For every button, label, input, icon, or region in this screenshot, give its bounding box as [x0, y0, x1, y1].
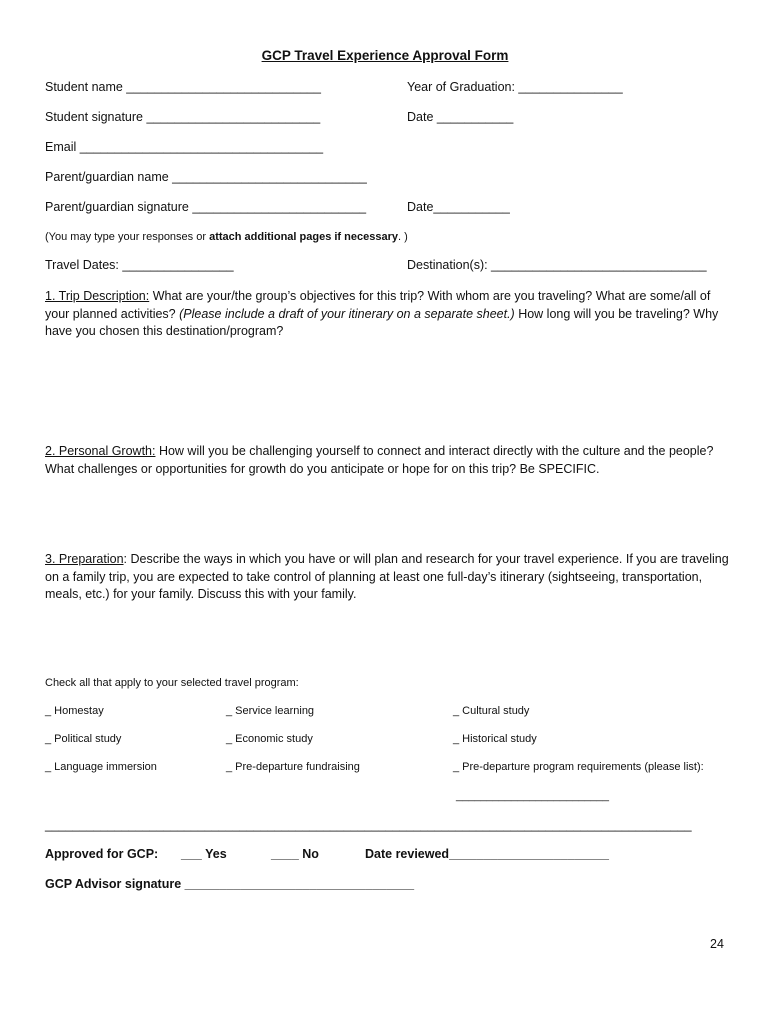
approved-no-option[interactable]: ____ No — [271, 847, 319, 861]
travel-dates-field[interactable]: Travel Dates: ________________ — [45, 258, 234, 272]
student-name-field[interactable]: Student name ____________________________ — [45, 80, 321, 94]
preparation-heading: 3. Preparation — [45, 552, 124, 566]
checkbox-economic-study[interactable]: _ Economic study — [226, 733, 313, 745]
approved-yes-option[interactable]: ___ Yes — [181, 847, 227, 861]
checkbox-program-requirements[interactable]: _ Pre-departure program requirements (please list): — [453, 761, 704, 773]
note-suffix: . ) — [397, 231, 408, 243]
checkbox-historical-study[interactable]: _ Historical study — [453, 733, 537, 745]
growth-text: How will you be challenging yourself to connect and interact directly with the culture and the people? What challenges or opportunities for growth do you anticipate or hope for on this trip? Be SPECIFIC. — [45, 444, 714, 476]
student-signature-field[interactable]: Student signature _________________________ — [45, 110, 321, 124]
section-preparation — [45, 551, 735, 604]
advisor-signature-field[interactable]: GCP Advisor signature _________________________________ — [45, 877, 415, 891]
year-of-graduation-field[interactable]: Year of Graduation: _______________ — [407, 80, 623, 94]
parent-date-field[interactable]: Date___________ — [407, 200, 510, 214]
checkbox-service-learning[interactable]: _ Service learning — [226, 705, 315, 717]
note-bold: attach additional pages if necessary — [209, 231, 398, 243]
checkbox-political-study[interactable]: _ Political study — [45, 733, 122, 745]
section-trip-description — [45, 288, 735, 341]
requirements-list-line[interactable]: _________________________ — [456, 790, 609, 802]
growth-heading: 2. Personal Growth: — [45, 444, 156, 458]
trip-text-italic: (Please include a draft of your itinerary on a separate sheet.) — [179, 306, 515, 321]
date-reviewed-field[interactable]: Date reviewed_______________________ — [365, 847, 609, 861]
page-number: 24 — [710, 937, 724, 951]
trip-text-a: What are your/the group’s objectives for this trip? With whom are you traveling? What are some/all of your planned activities? — [45, 289, 711, 321]
checkbox-pre-departure-fundraising[interactable]: _ Pre-departure fundraising — [226, 761, 360, 773]
section-divider: _____________________________________________________________________________________________ — [45, 818, 692, 832]
parent-name-field[interactable]: Parent/guardian name ____________________________ — [45, 170, 367, 184]
preparation-text: : Describe the ways in which you have or will plan and research for your travel experience. If you are traveling on a family trip, you are expected to take control of planning at least one full-day’s itinerary (sightseeing, transportation, meals, etc.) for your family. Discuss this with your family. — [45, 552, 729, 601]
email-field[interactable]: Email ___________________________________ — [45, 140, 324, 154]
destinations-field[interactable]: Destination(s): _______________________________ — [407, 258, 707, 272]
trip-text-b: How long will you be traveling? Why have you chosen this destination/program? — [45, 306, 719, 338]
approved-label: Approved for GCP: — [45, 847, 159, 861]
checkbox-homestay[interactable]: _ Homestay — [45, 705, 104, 717]
student-date-field[interactable]: Date ___________ — [407, 110, 514, 124]
checkbox-language-immersion[interactable]: _ Language immersion — [45, 761, 157, 773]
trip-heading: 1. Trip Description: — [45, 289, 150, 303]
checkbox-cultural-study[interactable]: _ Cultural study — [453, 705, 530, 717]
parent-signature-field[interactable]: Parent/guardian signature _________________________ — [45, 200, 367, 214]
section-personal-growth — [45, 443, 735, 478]
form-title: GCP Travel Experience Approval Form — [261, 48, 509, 63]
note-prefix: (You may type your responses or — [45, 231, 210, 243]
response-note — [45, 231, 408, 243]
checklist-prompt: Check all that apply to your selected travel program: — [45, 677, 299, 689]
